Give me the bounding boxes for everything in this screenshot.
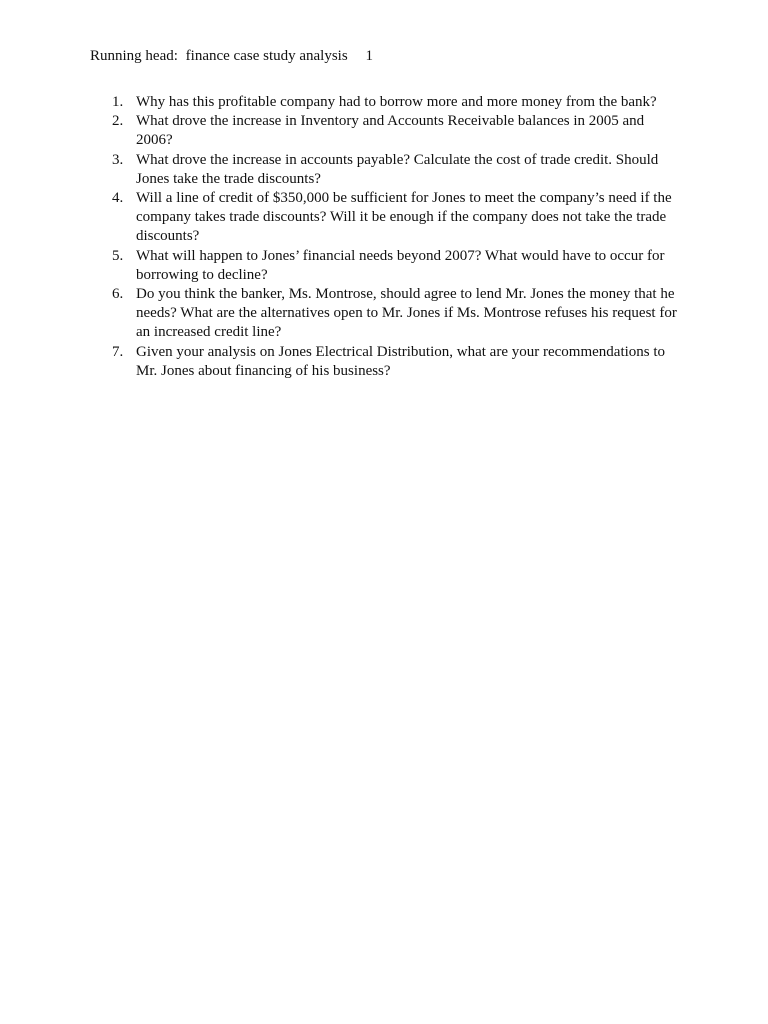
running-head-title: finance case study analysis xyxy=(185,48,348,64)
item-number: 7. xyxy=(112,343,124,360)
running-head xyxy=(90,47,373,65)
list-item xyxy=(112,343,682,381)
item-number: 2. xyxy=(112,113,124,130)
item-number: 4. xyxy=(112,190,124,207)
item-number: 3. xyxy=(112,151,124,168)
item-number: 5. xyxy=(112,247,124,264)
item-text: What will happen to Jones’ financial needs beyond 2007? What would have to occur for borrowing to decline? xyxy=(136,247,665,283)
item-text: Why has this profitable company had to borrow more and more money from the bank? xyxy=(136,94,657,110)
list-item xyxy=(112,285,682,343)
question-list xyxy=(112,93,682,381)
item-text: Do you think the banker, Ms. Montrose, should agree to lend Mr. Jones the money that he needs? What are the alternatives open to Mr. Jones if Ms. Montrose refuses his request for an increased credit line? xyxy=(136,286,677,341)
item-text: Will a line of credit of $350,000 be sufficient for Jones to meet the company’s need if the company takes trade discounts? Will it be enough if the company does not take the trade discounts? xyxy=(136,190,672,245)
list-item xyxy=(112,93,682,112)
list-item xyxy=(112,112,682,150)
list-item xyxy=(112,151,682,189)
item-text: What drove the increase in accounts payable? Calculate the cost of trade credit. Should Jones take the trade discounts? xyxy=(136,151,659,187)
item-number: 1. xyxy=(112,94,124,110)
running-head-label: Running head: xyxy=(90,48,178,64)
list-item xyxy=(112,189,682,247)
item-number: 6. xyxy=(112,286,124,303)
item-text: Given your analysis on Jones Electrical Distribution, what are your recommendations to Mr. Jones about financing of his business? xyxy=(136,343,666,379)
page-number: 1 xyxy=(365,48,373,64)
list-item xyxy=(112,247,682,285)
item-text: What drove the increase in Inventory and Accounts Receivable balances in 2005 and 2006? xyxy=(136,113,645,149)
